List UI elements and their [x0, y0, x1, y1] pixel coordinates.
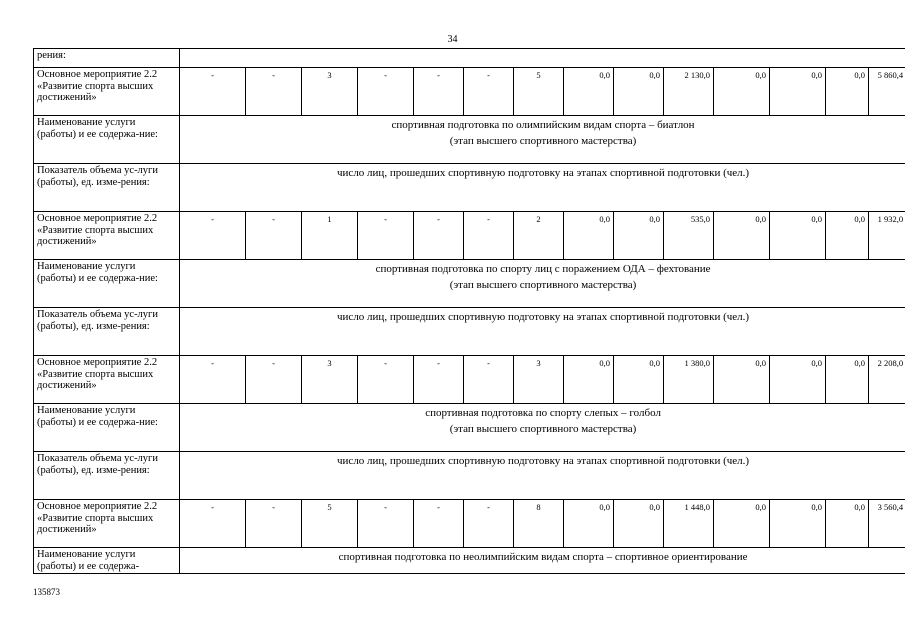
row-label: Основное мероприятие 2.2 «Развитие спорта высших достижений» — [34, 68, 180, 116]
value-cell: 0,0 — [826, 500, 869, 548]
page-number: 34 — [447, 34, 458, 45]
value-cell: 5 — [302, 500, 358, 548]
table-row — [34, 116, 905, 164]
value-cell: 2 208,0 — [869, 356, 905, 404]
value-cell: 0,0 — [614, 356, 664, 404]
row-label: Наименование услуги (работы) и ее содержа-ние: — [34, 116, 180, 164]
value-cell: 3 — [514, 356, 564, 404]
table-row — [34, 68, 905, 116]
content-line: число лиц, прошедших спортивную подготовку на этапах спортивной подготовки (чел.) — [337, 167, 750, 179]
value-cell: - — [180, 356, 246, 404]
value-cell: - — [246, 356, 302, 404]
table-row — [34, 548, 905, 574]
table-row — [34, 49, 905, 68]
value-cell: 0,0 — [564, 68, 614, 116]
row-label: Показатель объема ус-луги (работы), ед. изме-рения: — [34, 164, 180, 212]
value-cell: - — [414, 356, 464, 404]
value-cell: 3 560,4 — [869, 500, 905, 548]
value-cell: - — [464, 500, 514, 548]
value-cell: 0,0 — [564, 212, 614, 260]
value-cell: - — [180, 500, 246, 548]
footer-code: 135873 — [33, 587, 60, 597]
value-cell: 0,0 — [564, 356, 614, 404]
table-row — [34, 452, 905, 500]
row-content — [180, 116, 905, 164]
row-label: Показатель объема ус-луги (работы), ед. изме-рения: — [34, 452, 180, 500]
table-row — [34, 260, 905, 308]
value-cell: - — [358, 356, 414, 404]
value-cell: - — [414, 212, 464, 260]
value-cell: 0,0 — [564, 500, 614, 548]
value-cell: 5 860,4 — [869, 68, 905, 116]
value-cell: 0,0 — [614, 212, 664, 260]
content-line: (этап высшего спортивного мастерства) — [449, 423, 637, 435]
value-cell: 0,0 — [714, 500, 770, 548]
row-label: Наименование услуги (работы) и ее содержа- — [34, 548, 180, 574]
row-label: Основное мероприятие 2.2 «Развитие спорта высших достижений» — [34, 356, 180, 404]
content-line: (этап высшего спортивного мастерства) — [449, 135, 637, 147]
service-indicator-table — [33, 48, 905, 574]
value-cell: 1 448,0 — [664, 500, 714, 548]
value-cell: 2 130,0 — [664, 68, 714, 116]
value-cell: 1 932,0 — [869, 212, 905, 260]
value-cell: 5 — [514, 68, 564, 116]
value-cell: 0,0 — [826, 356, 869, 404]
value-cell: - — [464, 68, 514, 116]
value-cell: 1 380,0 — [664, 356, 714, 404]
table-row — [34, 308, 905, 356]
value-cell: 3 — [302, 68, 358, 116]
row-content — [180, 308, 905, 356]
value-cell: - — [180, 68, 246, 116]
value-cell: 0,0 — [826, 68, 869, 116]
value-cell: - — [464, 356, 514, 404]
value-cell: 0,0 — [770, 212, 826, 260]
value-cell: 2 — [514, 212, 564, 260]
value-cell: 0,0 — [614, 500, 664, 548]
value-cell: 0,0 — [770, 356, 826, 404]
value-cell: 0,0 — [770, 68, 826, 116]
content-line: спортивная подготовка по спорту лиц с поражением ОДА – фехтование — [375, 263, 711, 275]
value-cell: - — [414, 68, 464, 116]
value-cell: - — [464, 212, 514, 260]
row-content — [180, 260, 905, 308]
value-cell: 0,0 — [714, 68, 770, 116]
value-cell: 1 — [302, 212, 358, 260]
value-cell: - — [358, 68, 414, 116]
row-label: рения: — [34, 49, 180, 68]
content-line: спортивная подготовка по олимпийским видам спорта – биатлон — [391, 119, 695, 131]
row-label: Наименование услуги (работы) и ее содержа-ние: — [34, 404, 180, 452]
value-cell: - — [358, 500, 414, 548]
table-row — [34, 404, 905, 452]
value-cell: - — [246, 212, 302, 260]
row-content — [180, 404, 905, 452]
value-cell: 535,0 — [664, 212, 714, 260]
row-content — [180, 548, 905, 574]
row-content — [180, 452, 905, 500]
value-cell: - — [246, 68, 302, 116]
row-content — [180, 164, 905, 212]
value-cell: 8 — [514, 500, 564, 548]
value-cell: - — [246, 500, 302, 548]
content-line: спортивная подготовка по неолимпийским видам спорта – спортивное ориентирование — [338, 551, 748, 563]
table-row — [34, 356, 905, 404]
row-label: Наименование услуги (работы) и ее содержа-ние: — [34, 260, 180, 308]
content-line: число лиц, прошедших спортивную подготовку на этапах спортивной подготовки (чел.) — [337, 455, 750, 467]
value-cell: 0,0 — [826, 212, 869, 260]
value-cell: - — [180, 212, 246, 260]
value-cell: 0,0 — [614, 68, 664, 116]
content-line: спортивная подготовка по спорту слепых – голбол — [425, 407, 661, 419]
value-cell: - — [358, 212, 414, 260]
value-cell: 3 — [302, 356, 358, 404]
row-label: Показатель объема ус-луги (работы), ед. изме-рения: — [34, 308, 180, 356]
value-cell: - — [414, 500, 464, 548]
row-content — [180, 49, 905, 68]
value-cell: 0,0 — [770, 500, 826, 548]
table-row — [34, 500, 905, 548]
row-label: Основное мероприятие 2.2 «Развитие спорта высших достижений» — [34, 212, 180, 260]
value-cell: 0,0 — [714, 356, 770, 404]
table-row — [34, 212, 905, 260]
row-label: Основное мероприятие 2.2 «Развитие спорта высших достижений» — [34, 500, 180, 548]
content-line: число лиц, прошедших спортивную подготовку на этапах спортивной подготовки (чел.) — [337, 311, 750, 323]
content-line: (этап высшего спортивного мастерства) — [449, 279, 637, 291]
value-cell: 0,0 — [714, 212, 770, 260]
table-row — [34, 164, 905, 212]
